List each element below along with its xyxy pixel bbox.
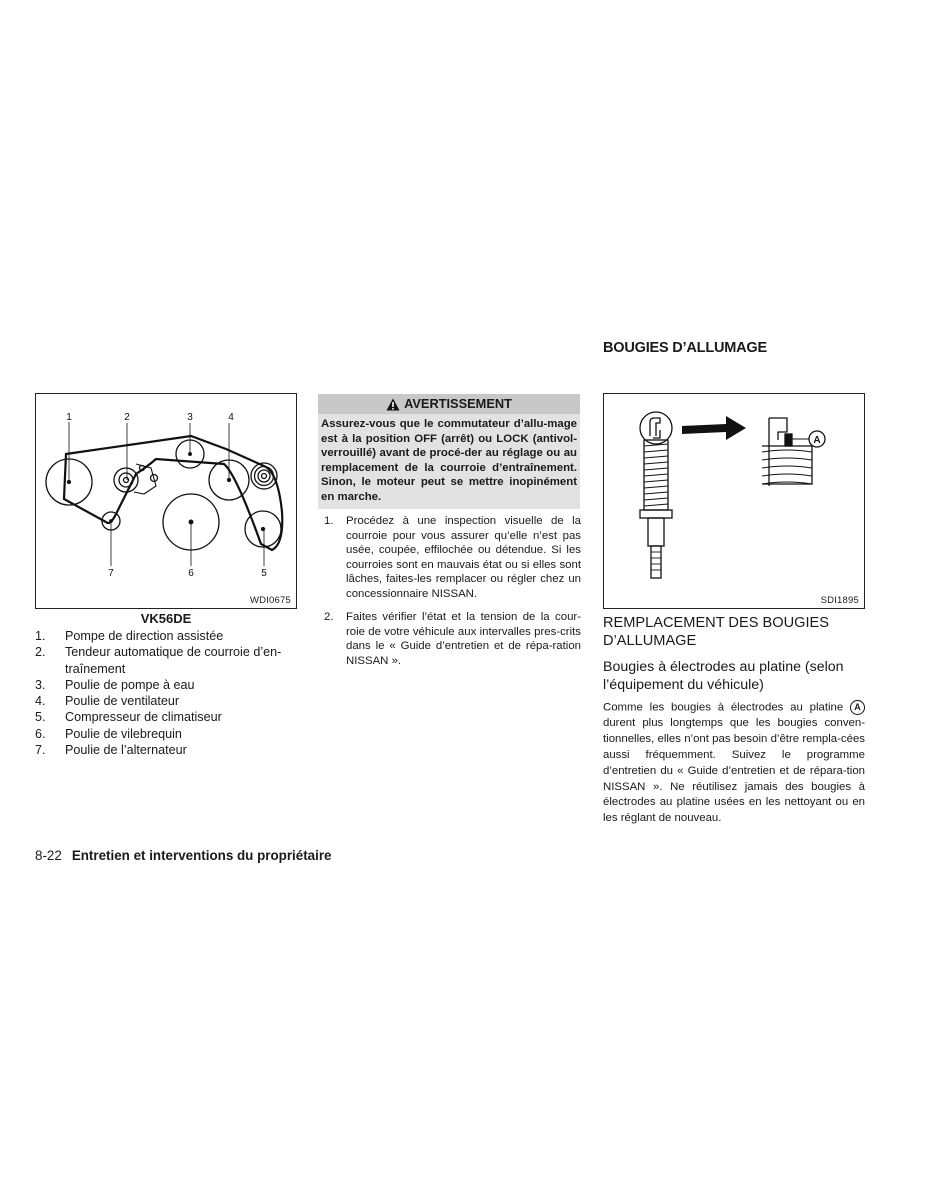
callout-7: 7 xyxy=(108,568,114,579)
figure-code: SDI1895 xyxy=(820,595,859,606)
callout-1: 1 xyxy=(66,412,72,423)
list-item: 5. Compresseur de climatiseur xyxy=(35,710,222,725)
callout-6: 6 xyxy=(188,568,194,579)
page-number: 8-22 xyxy=(35,848,62,863)
list-item: 1. Pompe de direction assistée xyxy=(35,629,224,643)
label-a: A xyxy=(813,435,821,446)
warning-triangle-icon xyxy=(386,398,400,411)
steps-list xyxy=(318,514,581,677)
warning-text: Assurez-vous que le commutateur d’allu-mage est à la position OFF (arrêt) ou LOCK (antivol-verrouillé) avant de procé-der au réglage ou au remplacement de la courroie d’entraînement. Sinon, le moteur peut se mettre inopinément en marche. xyxy=(318,414,580,509)
figure-caption: VK56DE xyxy=(140,611,192,626)
section-heading: REMPLACEMENT DES BOUGIES D’ALLUMAGE xyxy=(603,615,829,649)
sub-heading: Bougies à électrodes au platine (selon l’équipement du véhicule) xyxy=(603,659,844,693)
pulley-tensioner xyxy=(114,468,138,492)
warning-header xyxy=(318,394,580,414)
spark-plug-diagram xyxy=(604,394,866,610)
callout-5: 5 xyxy=(261,568,267,579)
list-item: 3. Poulie de pompe à eau xyxy=(35,677,195,692)
list-item: 7. Poulie de l’alternateur xyxy=(35,743,187,758)
callout-4: 4 xyxy=(228,412,234,423)
list-item: 6. Poulie de vilebrequin xyxy=(35,726,182,741)
belt-diagram-figure xyxy=(35,393,297,609)
arrow-icon xyxy=(682,416,746,440)
callout-a-marker: A xyxy=(850,700,865,715)
list-item: 4. Poulie de ventilateur xyxy=(35,694,180,709)
list-item: 2. Tendeur automatique de courroie d’en-traînement xyxy=(35,645,282,676)
body-paragraph: Comme les bougies à électrodes au platine A durent plus longtemps que les bougies conven-tionnelles, elles n’ont pas besoin d’être rempla-cées aussi fréquemment. Suivez le programme d’entretien du « Guide d’entretien et de répara-tion NISSAN ». Ne réutilisez jamais des bougies à électrodes au platine usées en les nettoyant ou en les réglant de nouveau. xyxy=(603,701,865,825)
callout-3: 3 xyxy=(187,412,193,423)
callout-2: 2 xyxy=(124,412,130,423)
warning-box xyxy=(318,394,580,509)
section-title: BOUGIES D’ALLUMAGE xyxy=(603,340,767,356)
list-item: 1. Procédez à une inspection visuelle de la courroie pour vous assurer qu’elle n’est pas usée, coupée, effilochée ou détendue. Si les courroies sont en mauvais état ou si elles sont lâches, faites-les remplacer ou régler chez un concessionnaire NISSAN. xyxy=(324,515,581,600)
belt-routing-diagram xyxy=(36,394,298,610)
parts-list xyxy=(35,628,297,758)
figure-code: WDI0675 xyxy=(249,595,291,606)
spark-plug-figure xyxy=(603,393,865,609)
page-footer xyxy=(35,848,332,863)
list-item: 2. Faites vérifier l’état et la tension de la cour-roie de votre véhicule aux intervalles pres-crits dans le « Guide d’entretien et de répa-ration NISSAN ». xyxy=(324,611,581,667)
footer-title: Entretien et interventions du propriétaire xyxy=(71,848,332,863)
drive-belt xyxy=(64,436,282,550)
warning-title: AVERTISSEMENT xyxy=(404,396,512,411)
